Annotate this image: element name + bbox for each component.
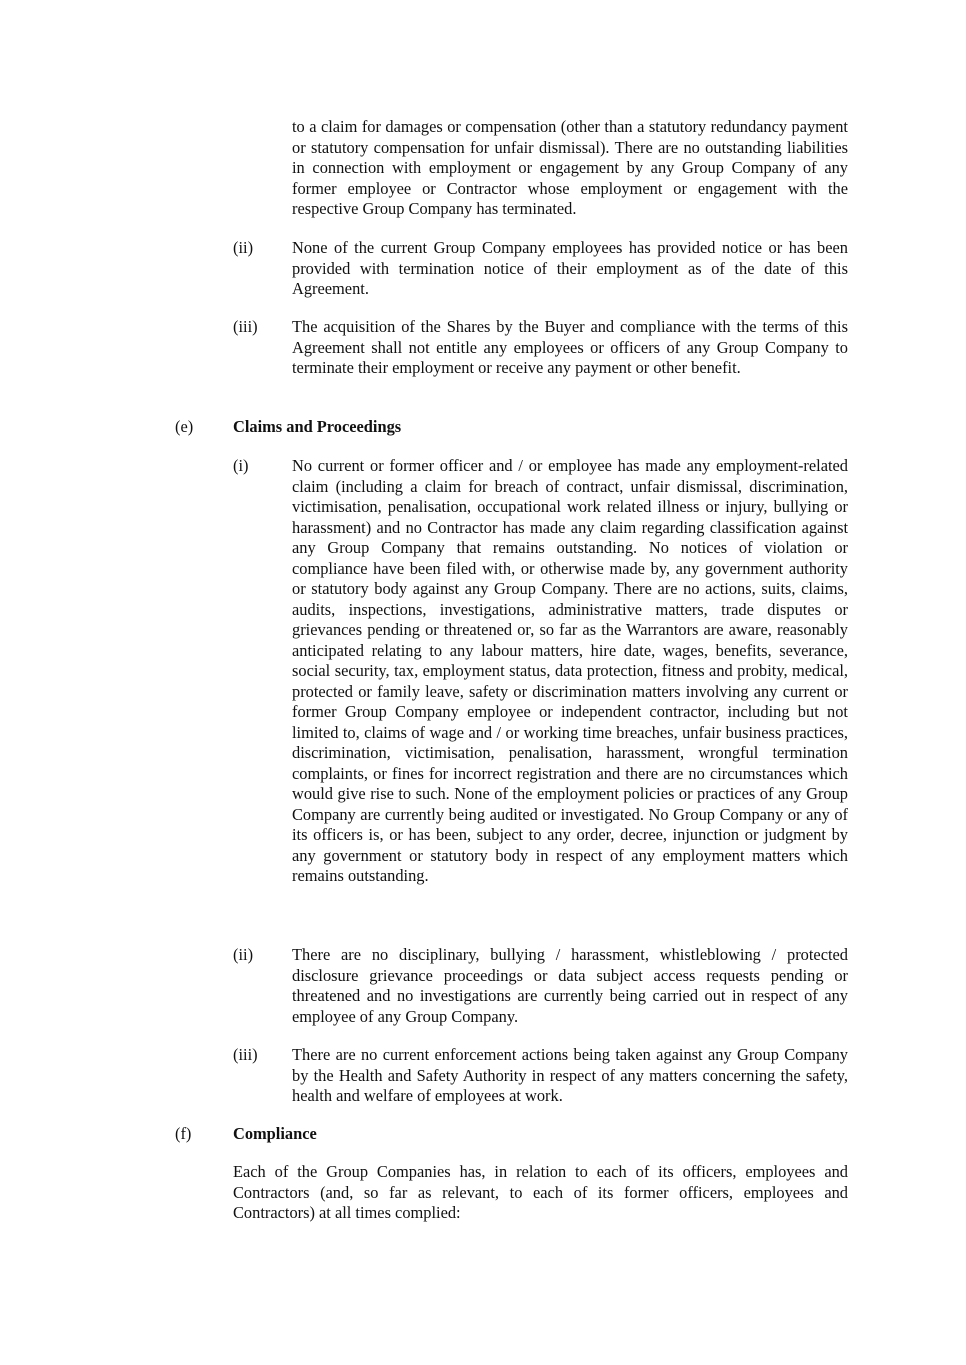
clause-e-i-number: (i)	[233, 456, 249, 475]
section-e-number: (e)	[175, 417, 194, 436]
section-e-heading: Claims and Proceedings	[233, 417, 402, 436]
clause-d-ii-number: (ii)	[233, 238, 254, 257]
clause-d-iii-number: (iii)	[233, 317, 258, 336]
clause-d-ii-text: None of the current Group Company employees has provided notice or has been provided with termination notice of their employment as of the date of this Agreement.	[292, 238, 848, 298]
section-f-heading: Compliance	[233, 1124, 317, 1143]
clause-e-i-text: No current or former officer and / or employee has made any employment-related claim (including a claim for breach of contract, unfair dismissal, discrimination, victimisation, penalisation, occupational work related illness or injury, bullying or harassment) and no Contractor has made any claim regarding classification against any Group Company that remains outstanding. No notices of violation or compliance have been filed with, or otherwise made by, any government authority or statutory body against any Group Company. There are no actions, suits, claims, audits, inspections, investigations, administrative matters, trade disputes or grievances pending or threatened or, so far as the Warrantors are aware, reasonably anticipated relating to any labour matters, hire date, wages, benefits, severance, social security, tax, employment status, data protection, fitness and probity, medical, protected or family leave, safety or discrimination matters involving any current or former Group Company employee or independent contractor, including but not limited to, claims of wage and / or working time breaches, unfair business practices, discrimination, victimisation, penalisation, harassment, wrongful termination complaints, or fines for incorrect registration and there are no circumstances which would give rise to such. None of the employment policies or practices of any Group Company are currently being audited or investigated. No Group Company or any of its officers is, or has been, subject to any order, decree, injunction or judgment by any government or statutory body in respect of any employment matters which remains outstanding.	[292, 456, 848, 885]
clause-e-ii-text: There are no disciplinary, bullying / harassment, whistleblowing / protected disclosure grievance proceedings or data subject access requests pending or threatened and no investigations are currently being carried out in respect of any employee of any Group Company.	[292, 945, 848, 1026]
clause-d-iii-text: The acquisition of the Shares by the Buyer and compliance with the terms of this Agreement shall not entitle any employees or officers of any Group Company to terminate their employment or receive any payment or other benefit.	[292, 317, 848, 377]
section-f-paragraph: Each of the Group Companies has, in relation to each of its officers, employees and Contractors (and, so far as relevant, to each of its former officers, employees and Contractors) at all times complied:	[233, 1162, 848, 1222]
clause-e-iii-number: (iii)	[233, 1045, 258, 1064]
continuation-paragraph: to a claim for damages or compensation (other than a statutory redundancy payment or statutory compensation for unfair dismissal). There are no outstanding liabilities in connection with employment or engagement by any Group Company of any former employee or Contractor whose employment or engagement with the respective Group Company has terminated.	[292, 117, 848, 218]
section-f-number: (f)	[175, 1124, 192, 1143]
clause-e-ii-number: (ii)	[233, 945, 254, 964]
clause-e-iii-text: There are no current enforcement actions being taken against any Group Company by the Health and Safety Authority in respect of any matters concerning the safety, health and welfare of employees at work.	[292, 1045, 848, 1105]
